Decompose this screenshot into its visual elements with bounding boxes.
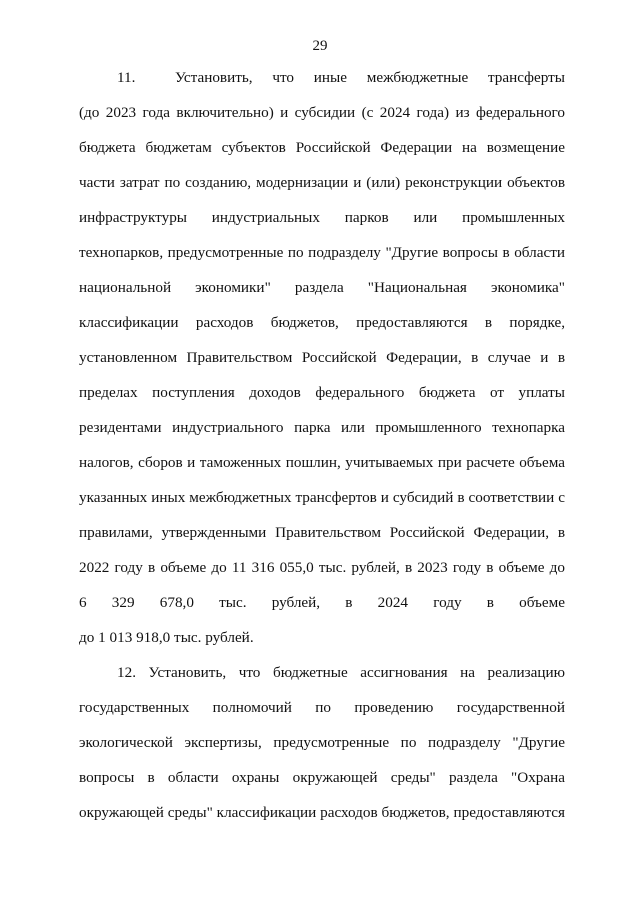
paragraph-11-line-15: 2022 году в объеме до 11 316 055,0 тыс. рублей, в 2023 году в объеме до	[79, 559, 565, 576]
paragraph-11-line-3: бюджета бюджетам субъектов Российской Федерации на возмещение	[79, 139, 565, 156]
page-number: 29	[312, 38, 328, 54]
paragraph-11-line-16: 6 329 678,0 тыс. рублей, в 2024 году в объеме	[79, 594, 565, 611]
paragraph-11-line-10: пределах поступления доходов федерального бюджета от уплаты	[79, 384, 565, 401]
paragraph-12-line-2: государственных полномочий по проведению государственной	[79, 699, 565, 716]
paragraph-11-line-12: налогов, сборов и таможенных пошлин, учитываемых при расчете объема	[79, 454, 565, 471]
paragraph-11-line-14: правилами, утвержденными Правительством Российской Федерации, в	[79, 524, 565, 541]
paragraph-11-line-4: части затрат по созданию, модернизации и (или) реконструкции объектов	[79, 174, 565, 191]
paragraph-11-line-8: классификации расходов бюджетов, предоставляются в порядке,	[79, 314, 565, 331]
paragraph-12-line-4: вопросы в области охраны окружающей среды" раздела "Охрана	[79, 769, 565, 786]
paragraph-11-line-1: 11. Установить, что иные межбюджетные трансферты	[117, 69, 565, 86]
paragraph-11-line-2: (до 2023 года включительно) и субсидии (с 2024 года) из федерального	[79, 104, 565, 121]
paragraph-12-line-3: экологической экспертизы, предусмотренные по подразделу "Другие	[79, 734, 565, 751]
paragraph-11-line-7: национальной экономики" раздела "Национальная экономика"	[79, 279, 565, 296]
paragraph-11-line-6: технопарков, предусмотренные по подразделу "Другие вопросы в области	[79, 244, 565, 261]
paragraph-12-line-1: 12. Установить, что бюджетные ассигнования на реализацию	[117, 664, 565, 681]
paragraph-11-line-5: инфраструктуры индустриальных парков или промышленных	[79, 209, 565, 226]
paragraph-11-line-11: резидентами индустриального парка или промышленного технопарка	[79, 419, 565, 436]
paragraph-12-line-5: окружающей среды" классификации расходов бюджетов, предоставляются	[79, 804, 565, 821]
paragraph-11-line-17: до 1 013 918,0 тыс. рублей.	[79, 629, 254, 646]
paragraph-11-line-9: установленном Правительством Российской Федерации, в случае и в	[79, 349, 565, 366]
paragraph-11-line-13: указанных иных межбюджетных трансфертов и субсидий в соответствии с	[79, 489, 565, 506]
